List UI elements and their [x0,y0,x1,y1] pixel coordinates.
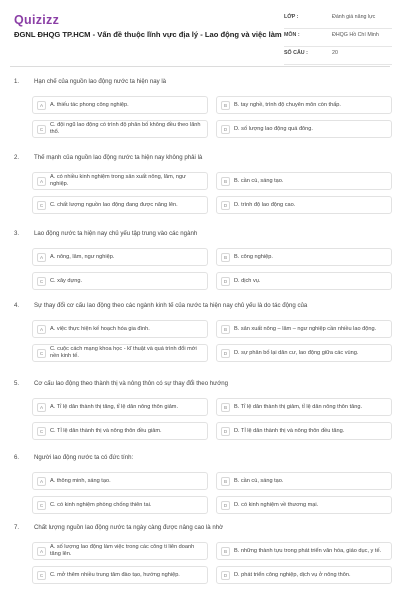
option-a[interactable] [32,96,208,114]
meta-row-class [284,14,392,29]
option-text: B. cần cù, sáng tạo. [234,177,284,184]
option-text: D. có kinh nghiệm về thương mại. [234,501,319,508]
option-text: C. mở thêm nhiều trung tâm đào tạo, hướng nghiệp. [50,571,180,578]
option-text: D. phát triển công nghiệp, dịch vụ ở nông thôn. [234,571,351,578]
option-text: C. xây dựng. [50,277,83,284]
question-number: 1. [14,78,20,85]
option-b[interactable] [216,472,392,490]
option-a[interactable] [32,248,208,266]
option-text: D. số lượng lao động quá đông. [234,125,313,132]
option-letter: A [37,253,46,262]
question-text: Hạn chế của nguồn lao động nước ta hiện nay là [34,78,167,85]
meta-row-count [284,50,392,65]
option-letter: B [221,325,230,334]
question-text: Lao động nước ta hiện nay chủ yếu tập trung vào các ngành [34,230,198,237]
option-c[interactable] [32,566,208,584]
worksheet-title: ĐGNL ĐHQG TP.HCM - Vấn đề thuộc lĩnh vực địa lý - Lao động và việc làm [14,30,282,39]
option-letter: A [37,547,46,556]
option-letter: D [221,201,230,210]
option-letter: D [221,349,230,358]
option-letter: A [37,177,46,186]
question-text: Sự thay đổi cơ cấu lao động theo các ngành kinh tế của nước ta hiện nay chủ yếu là do tác động của [34,302,308,309]
question-text: Cơ cấu lao động theo thành thị và nông thôn có sự thay đổi theo hướng [34,380,229,387]
option-d[interactable] [216,196,392,214]
option-letter: C [37,501,46,510]
question-header [14,154,384,161]
option-letter: B [221,177,230,186]
option-letter: A [37,403,46,412]
option-letter: C [37,349,46,358]
option-c[interactable] [32,196,208,214]
option-text: B. sản xuất nông – lâm – ngư nghiệp cần nhiều lao động. [234,325,377,332]
option-letter: D [221,501,230,510]
option-d[interactable] [216,344,392,362]
option-d[interactable] [216,120,392,138]
option-text: C. cuộc cách mạng khoa học - kĩ thuật và quá trình đổi mới nền kinh tế. [50,346,197,359]
option-text: B. những thành tựu trong phát triển văn hóa, giáo dục, y tế. [234,547,382,554]
option-letter: B [221,477,230,486]
option-text: C. Tỉ lệ dân thành thị và nông thôn đều giảm. [50,427,162,434]
option-letter: C [37,571,46,580]
option-letter: B [221,253,230,262]
option-text: A. số lượng lao động làm việc trong các công ti liên doanh tăng lên. [50,544,195,557]
header-divider [10,66,390,67]
option-d[interactable] [216,566,392,584]
meta-label: LỚP : [284,14,299,20]
option-text: D. dịch vụ. [234,277,261,284]
question-number: 3. [14,230,20,237]
option-c[interactable] [32,496,208,514]
option-text: B. Tỉ lệ dân thành thị giảm, tỉ lệ dân nông thôn tăng. [234,403,363,410]
option-letter: C [37,201,46,210]
option-letter: A [37,101,46,110]
option-letter: D [221,571,230,580]
option-text: A. việc thực hiện kế hoạch hóa gia đình. [50,325,150,332]
option-b[interactable] [216,248,392,266]
question-header [14,524,384,531]
option-b[interactable] [216,320,392,338]
question-number: 2. [14,154,20,161]
meta-label: SỐ CÂU : [284,50,308,56]
option-letter: B [221,101,230,110]
meta-value: ĐHQG Hồ Chí Minh [332,32,379,38]
option-letter: B [221,547,230,556]
question-header [14,380,384,387]
option-text: A. nông, lâm, ngư nghiệp. [50,253,115,260]
option-letter: D [221,277,230,286]
option-d[interactable] [216,272,392,290]
quizizz-logo: Quizizz [14,13,60,27]
option-letter: B [221,403,230,412]
option-text: B. tay nghề, trình độ chuyên môn còn thấp. [234,101,341,108]
option-letter: A [37,477,46,486]
question-header [14,454,384,461]
option-c[interactable] [32,422,208,440]
question-header [14,302,384,309]
option-d[interactable] [216,422,392,440]
question-header [14,230,384,237]
option-c[interactable] [32,272,208,290]
option-text: B. cần cù, sáng tạo. [234,477,284,484]
option-text: D. sự phân bố lại dân cư, lao động giữa các vùng. [234,349,359,356]
option-b[interactable] [216,398,392,416]
option-c[interactable] [32,344,208,362]
option-c[interactable] [32,120,208,138]
question-number: 7. [14,524,20,531]
worksheet-header [0,0,400,68]
option-letter: D [221,125,230,134]
meta-value: Đánh giá năng lực [332,14,376,20]
question-number: 6. [14,454,20,461]
option-letter: A [37,325,46,334]
option-d[interactable] [216,496,392,514]
meta-label: MÔN : [284,32,300,38]
question-header [14,78,384,85]
option-letter: D [221,427,230,436]
option-a[interactable] [32,398,208,416]
option-text: D. trình độ lao động cao. [234,201,296,208]
option-b[interactable] [216,172,392,190]
option-text: A. thông minh, sáng tạo. [50,477,111,484]
question-text: Thế mạnh của nguồn lao động nước ta hiện nay không phải là [34,154,203,161]
option-b[interactable] [216,96,392,114]
question-text: Người lao động nước ta có đức tính: [34,454,134,461]
option-letter: C [37,277,46,286]
meta-panel [284,14,392,68]
option-a[interactable] [32,472,208,490]
option-a[interactable] [32,172,208,190]
option-text: C. có kinh nghiệm phòng chống thiên tai. [50,501,152,508]
option-a[interactable] [32,320,208,338]
option-text: D. Tỉ lệ dân thành thị và nông thôn đều tăng. [234,427,345,434]
question-number: 5. [14,380,20,387]
option-b[interactable] [216,542,392,560]
option-text: C. chất lượng nguồn lao động đang được nâng lên. [50,201,178,208]
option-letter: C [37,427,46,436]
meta-row-subject [284,32,392,47]
question-number: 4. [14,302,20,309]
meta-value: 20 [332,50,338,56]
question-text: Chất lượng nguồn lao động nước ta ngày càng được nâng cao là nhờ [34,524,224,531]
option-text: A. Tỉ lệ dân thành thị tăng, tỉ lệ dân nông thôn giảm. [50,403,179,410]
option-text: A. thiếu tác phong công nghiệp. [50,101,129,108]
option-text: C. đội ngũ lao động có trình độ phân bố không đều theo lãnh thổ. [50,122,201,135]
option-letter: C [37,125,46,134]
option-a[interactable] [32,542,208,560]
option-text: B. công nghiệp. [234,253,273,260]
option-text: A. có nhiều kinh nghiệm trong sản xuất nông, lâm, ngư nghiệp. [50,174,186,187]
